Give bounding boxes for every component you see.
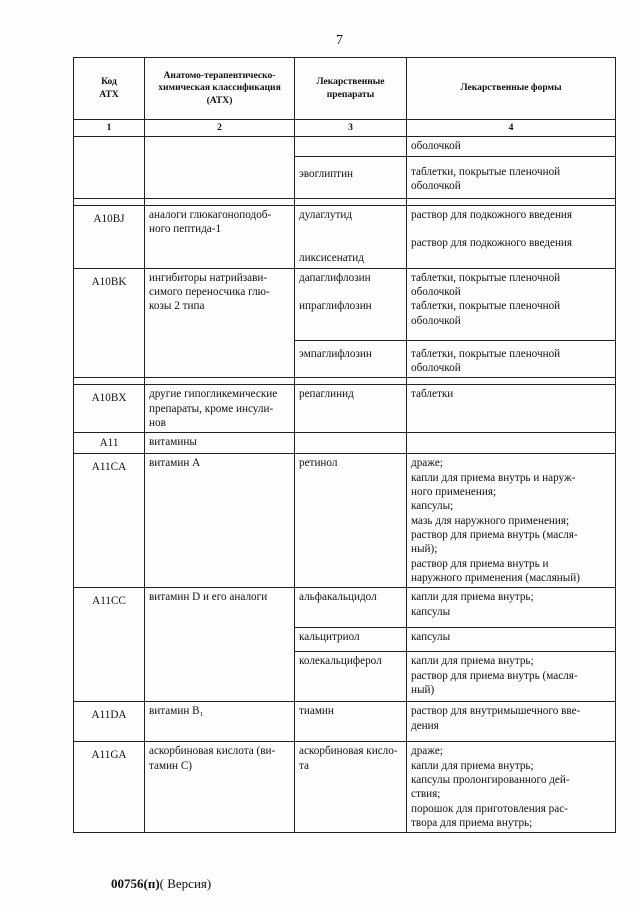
- drug-forms: таблетки: [407, 385, 616, 433]
- atx-class: витамин А: [145, 454, 295, 588]
- drug-forms: таблетки, покрытые пленочной оболочкой таблетки, покрытые пленочной оболочкой: [407, 268, 616, 340]
- table-row: [74, 588, 616, 628]
- atx-class: витамин D и его аналоги: [145, 588, 295, 702]
- drug-name: аскорбиновая кисло- та: [295, 742, 407, 833]
- table-row: [74, 702, 616, 742]
- drug-forms: раствор для подкожного введения раствор для подкожного введения: [407, 205, 616, 268]
- drug-forms: капсулы: [407, 628, 616, 652]
- drug-forms: таблетки, покрытые пленочной оболочкой: [407, 156, 616, 198]
- drug-name: колекальциферол: [295, 652, 407, 702]
- col-number: 4: [407, 120, 616, 137]
- table-row: [74, 385, 616, 433]
- atx-code: A11CC: [74, 588, 145, 702]
- header-code: Код АТХ: [74, 58, 145, 120]
- atx-code: A11: [74, 433, 145, 454]
- drug-name: альфакальцидол: [295, 588, 407, 628]
- table-row: [74, 205, 616, 268]
- atx-code: A11CA: [74, 454, 145, 588]
- drug-name: кальцитриол: [295, 628, 407, 652]
- drug-forms: оболочкой: [407, 137, 616, 156]
- atx-code: [74, 137, 145, 198]
- table-row: [74, 268, 616, 340]
- drug-forms: драже; капли для приема внутрь; капсулы пролонгированного дей- ствия; порошок для приготовления рас- твора для приема внутрь;: [407, 742, 616, 833]
- drug-forms: драже; капли для приема внутрь и наруж- ного применения; капсулы; мазь для наружного применения; раствор для приема внутрь (масля- ный); раствор для приема внутрь и наружного применения (масляный): [407, 454, 616, 588]
- drug-name: [295, 137, 407, 156]
- table-row: [74, 137, 616, 156]
- drug-name: тиамин: [295, 702, 407, 742]
- atx-code: A10BX: [74, 385, 145, 433]
- atx-code: A10BK: [74, 268, 145, 378]
- drug-name: эвоглиптин: [295, 156, 407, 198]
- drug-name: [295, 433, 407, 454]
- header-drugs: Лекарственные препараты: [295, 58, 407, 120]
- column-numbers-row: [74, 120, 616, 137]
- footer: [111, 876, 211, 892]
- drug-name: ретинол: [295, 454, 407, 588]
- drug-forms: раствор для внутримышечного вве- дения: [407, 702, 616, 742]
- atx-class: другие гипогликемические препараты, кроме инсули- нов: [145, 385, 295, 433]
- col-number: 1: [74, 120, 145, 137]
- atx-class: ингибиторы натрийзави- симого переносчика глю- козы 2 типа: [145, 268, 295, 378]
- table-row: [74, 454, 616, 588]
- atx-code: A10BJ: [74, 205, 145, 268]
- drug-name: эмпаглифлозин: [295, 340, 407, 378]
- document-code: 00756(п): [111, 876, 160, 891]
- atx-code: A11GA: [74, 742, 145, 833]
- atx-class: аскорбиновая кислота (ви- тамин С): [145, 742, 295, 833]
- atx-code: A11DA: [74, 702, 145, 742]
- drug-name: дулаглутид ликсисенатид: [295, 205, 407, 268]
- header-classification: Анатомо-терапевтическо- химическая классификация (АТХ): [145, 58, 295, 120]
- col-number: 2: [145, 120, 295, 137]
- col-number: 3: [295, 120, 407, 137]
- drug-forms: капли для приема внутрь; раствор для приема внутрь (масля- ный): [407, 652, 616, 702]
- drug-forms: капли для приема внутрь; капсулы: [407, 588, 616, 628]
- atx-class: витамин B₁: [145, 702, 295, 742]
- header-forms: Лекарственные формы: [407, 58, 616, 120]
- drug-name: дапаглифлозин ипраглифлозин: [295, 268, 407, 340]
- drug-forms: [407, 433, 616, 454]
- page-number: 7: [336, 33, 343, 48]
- atx-class: аналоги глюкагоноподоб- ного пептида-1: [145, 205, 295, 268]
- atx-class: витамины: [145, 433, 295, 454]
- table-row: [74, 742, 616, 833]
- version-label: ( Версия): [159, 876, 212, 891]
- drug-forms: таблетки, покрытые пленочной оболочкой: [407, 340, 616, 378]
- drug-name: репаглинид: [295, 385, 407, 433]
- atx-table: [73, 57, 616, 833]
- table-row: [74, 433, 616, 454]
- atx-class: [145, 137, 295, 198]
